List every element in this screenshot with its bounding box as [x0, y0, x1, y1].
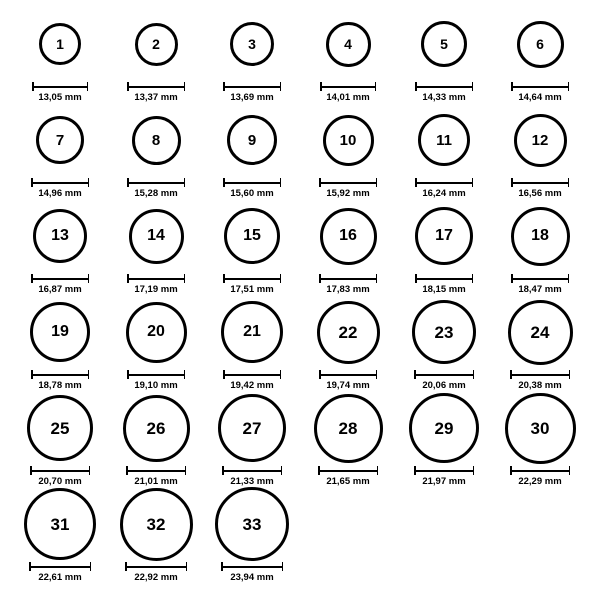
dimension-line: [511, 278, 569, 280]
dimension-tick-right: [375, 82, 377, 91]
dimension-line: [223, 374, 281, 376]
dimension-bar: [221, 562, 283, 571]
ring-circle: [320, 208, 377, 265]
ring-size-label: 2: [152, 36, 160, 52]
ring-circle-wrap: [108, 104, 204, 176]
ring-size-label: 18: [531, 227, 549, 244]
dimension-tick-right: [186, 562, 188, 571]
ring-circle-wrap: [108, 200, 204, 272]
ring-size-label: 31: [50, 514, 70, 534]
ring-circle: [30, 302, 90, 362]
ring-diameter-label: 19,74 mm: [326, 380, 370, 391]
ring-diameter-label: 22,92 mm: [134, 572, 178, 583]
dimension-line: [320, 86, 376, 88]
ring-circle-wrap: [12, 392, 108, 464]
ring-circle: [230, 22, 274, 66]
ring-size-cell: [492, 200, 588, 295]
ring-diameter-label: 16,87 mm: [38, 284, 82, 295]
ring-size-cell: [300, 392, 396, 487]
dimension-bar: [223, 274, 281, 283]
dimension-tick-right: [568, 274, 570, 283]
dimension-tick-right: [472, 178, 474, 187]
dimension-tick-left: [223, 82, 225, 91]
dimension-tick-right: [376, 370, 378, 379]
dimension-tick-left: [223, 274, 225, 283]
ring-size-label: 27: [242, 418, 262, 438]
ring-circle: [221, 301, 283, 363]
dimension-tick-right: [88, 370, 90, 379]
ring-diameter-label: 20,70 mm: [38, 476, 82, 487]
dimension-tick-right: [185, 466, 187, 475]
dimension-tick-right: [90, 562, 92, 571]
ring-circle: [323, 115, 374, 166]
dimension-line: [319, 278, 377, 280]
dimension-tick-left: [415, 274, 417, 283]
dimension-line: [125, 566, 187, 568]
dimension-tick-left: [511, 178, 513, 187]
ring-circle-wrap: [12, 488, 108, 560]
ring-circle-wrap: [300, 104, 396, 176]
ring-diameter-label: 21,33 mm: [230, 476, 274, 487]
ring-diameter-label: 17,83 mm: [326, 284, 370, 295]
ring-circle: [123, 395, 190, 462]
ring-circle-wrap: [204, 200, 300, 272]
dimension-line: [127, 374, 185, 376]
ring-circle-wrap: [300, 296, 396, 368]
dimension-line: [29, 566, 91, 568]
dimension-line: [511, 86, 569, 88]
dimension-line: [126, 470, 186, 472]
dimension-line: [510, 470, 570, 472]
ring-size-cell: [204, 200, 300, 295]
dimension-bar: [319, 178, 377, 187]
ring-diameter-label: 16,56 mm: [518, 188, 562, 199]
ring-circle-wrap: [204, 8, 300, 80]
ring-diameter-label: 13,69 mm: [230, 92, 274, 103]
dimension-tick-right: [377, 466, 379, 475]
ring-circle: [129, 209, 184, 264]
dimension-bar: [31, 370, 89, 379]
dimension-tick-left: [31, 370, 33, 379]
ring-circle: [517, 21, 564, 68]
ring-diameter-label: 23,94 mm: [230, 572, 274, 583]
ring-diameter-label: 21,97 mm: [422, 476, 466, 487]
dimension-tick-right: [184, 274, 186, 283]
dimension-bar: [511, 178, 569, 187]
ring-circle: [514, 114, 567, 167]
dimension-tick-left: [415, 178, 417, 187]
ring-size-cell: [300, 8, 396, 103]
dimension-tick-left: [223, 370, 225, 379]
dimension-line: [127, 278, 185, 280]
dimension-bar: [30, 466, 90, 475]
dimension-line: [511, 182, 569, 184]
ring-size-cell: [396, 104, 492, 199]
dimension-tick-left: [127, 82, 129, 91]
dimension-tick-left: [221, 562, 223, 571]
dimension-bar: [319, 274, 377, 283]
ring-diameter-label: 14,96 mm: [38, 188, 82, 199]
ring-circle: [120, 488, 193, 561]
ring-size-label: 4: [344, 36, 352, 52]
ring-circle-wrap: [108, 488, 204, 560]
ring-circle-wrap: [396, 392, 492, 464]
ring-diameter-label: 19,10 mm: [134, 380, 178, 391]
ring-circle: [505, 393, 576, 464]
dimension-tick-right: [280, 82, 282, 91]
dimension-line: [221, 566, 283, 568]
ring-circle: [33, 209, 87, 263]
dimension-tick-left: [318, 466, 320, 475]
dimension-tick-left: [510, 370, 512, 379]
ring-diameter-label: 14,33 mm: [422, 92, 466, 103]
ring-size-cell: [108, 200, 204, 295]
dimension-line: [318, 470, 378, 472]
ring-size-label: 29: [434, 418, 454, 438]
ring-size-cell: [396, 392, 492, 487]
dimension-tick-left: [320, 82, 322, 91]
ring-size-cell: [492, 296, 588, 391]
ring-circle: [418, 114, 470, 166]
ring-size-label: 33: [242, 514, 262, 534]
ring-size-cell: [108, 104, 204, 199]
dimension-tick-right: [281, 466, 283, 475]
ring-circle-wrap: [204, 392, 300, 464]
ring-circle-wrap: [396, 104, 492, 176]
ring-circle: [326, 22, 371, 67]
dimension-tick-left: [32, 82, 34, 91]
dimension-tick-left: [31, 274, 33, 283]
ring-size-cell: [108, 296, 204, 391]
dimension-bar: [127, 370, 185, 379]
dimension-bar: [127, 82, 185, 91]
dimension-line: [223, 182, 281, 184]
dimension-tick-right: [280, 370, 282, 379]
ring-diameter-label: 15,92 mm: [326, 188, 370, 199]
dimension-line: [127, 86, 185, 88]
dimension-line: [415, 182, 473, 184]
dimension-line: [223, 278, 281, 280]
ring-size-cell: [204, 296, 300, 391]
ring-diameter-label: 20,38 mm: [518, 380, 562, 391]
ring-diameter-label: 15,28 mm: [134, 188, 178, 199]
dimension-bar: [29, 562, 91, 571]
ring-size-cell: [300, 296, 396, 391]
ring-circle-wrap: [204, 296, 300, 368]
ring-size-label: 13: [51, 227, 69, 244]
dimension-line: [32, 86, 88, 88]
dimension-tick-right: [87, 82, 89, 91]
dimension-tick-left: [127, 370, 129, 379]
dimension-tick-left: [510, 466, 512, 475]
ring-size-label: 26: [146, 418, 166, 438]
ring-circle: [36, 116, 84, 164]
ring-size-label: 25: [50, 418, 70, 438]
ring-size-label: 22: [338, 322, 358, 342]
ring-size-cell: [12, 296, 108, 391]
dimension-line: [31, 182, 89, 184]
ring-diameter-label: 15,60 mm: [230, 188, 274, 199]
ring-size-cell: [12, 8, 108, 103]
ring-size-cell: [204, 488, 300, 583]
ring-diameter-label: 19,42 mm: [230, 380, 274, 391]
dimension-tick-left: [319, 274, 321, 283]
dimension-tick-left: [414, 370, 416, 379]
dimension-bar: [415, 274, 473, 283]
ring-circle-wrap: [300, 392, 396, 464]
ring-size-label: 14: [147, 227, 165, 244]
ring-circle-wrap: [108, 296, 204, 368]
dimension-bar: [31, 274, 89, 283]
dimension-tick-left: [415, 82, 417, 91]
ring-circle-wrap: [12, 104, 108, 176]
dimension-line: [319, 374, 377, 376]
ring-circle: [314, 394, 383, 463]
ring-circle: [412, 300, 476, 364]
dimension-tick-right: [89, 466, 91, 475]
ring-size-label: 20: [147, 323, 165, 340]
ring-circle-wrap: [492, 8, 588, 80]
ring-circle: [24, 488, 96, 560]
ring-diameter-label: 20,06 mm: [422, 380, 466, 391]
dimension-bar: [414, 370, 474, 379]
ring-size-cell: [108, 488, 204, 583]
dimension-bar: [223, 82, 281, 91]
dimension-bar: [127, 178, 185, 187]
ring-size-label: 3: [248, 36, 256, 52]
ring-circle-wrap: [300, 200, 396, 272]
ring-size-cell: [300, 200, 396, 295]
ring-diameter-label: 17,51 mm: [230, 284, 274, 295]
ring-circle-wrap: [12, 200, 108, 272]
dimension-tick-right: [472, 274, 474, 283]
dimension-bar: [511, 274, 569, 283]
ring-size-cell: [396, 8, 492, 103]
ring-size-label: 17: [435, 227, 453, 244]
dimension-line: [414, 470, 474, 472]
ring-size-label: 12: [531, 131, 549, 149]
ring-size-cell: [108, 392, 204, 487]
ring-circle-wrap: [204, 488, 300, 560]
ring-circle: [135, 23, 178, 66]
ring-size-label: 7: [55, 131, 65, 149]
dimension-tick-left: [127, 274, 129, 283]
ring-circle: [415, 207, 473, 265]
ring-circle: [317, 301, 380, 364]
dimension-bar: [126, 466, 186, 475]
ring-diameter-label: 18,78 mm: [38, 380, 82, 391]
ring-circle: [227, 115, 277, 165]
ring-size-label: 21: [243, 323, 261, 340]
ring-circle-wrap: [12, 296, 108, 368]
ring-size-cell: [12, 488, 108, 583]
dimension-tick-left: [127, 178, 129, 187]
dimension-tick-right: [184, 82, 186, 91]
dimension-bar: [222, 466, 282, 475]
ring-size-label: 8: [151, 131, 161, 149]
ring-circle: [218, 394, 286, 462]
ring-circle: [215, 487, 289, 561]
ring-diameter-label: 18,47 mm: [518, 284, 562, 295]
ring-diameter-label: 13,37 mm: [134, 92, 178, 103]
dimension-tick-left: [511, 82, 513, 91]
dimension-line: [223, 86, 281, 88]
dimension-bar: [320, 82, 376, 91]
ring-circle-wrap: [396, 296, 492, 368]
dimension-bar: [510, 466, 570, 475]
dimension-tick-left: [511, 274, 513, 283]
dimension-tick-right: [568, 178, 570, 187]
ring-circle: [224, 208, 280, 264]
ring-diameter-label: 14,64 mm: [518, 92, 562, 103]
dimension-tick-right: [376, 178, 378, 187]
dimension-tick-right: [88, 178, 90, 187]
dimension-bar: [223, 370, 281, 379]
ring-circle-wrap: [108, 8, 204, 80]
dimension-line: [30, 470, 90, 472]
ring-size-label: 5: [440, 36, 448, 52]
ring-circle-wrap: [492, 296, 588, 368]
ring-circle-wrap: [300, 8, 396, 80]
dimension-bar: [511, 82, 569, 91]
dimension-bar: [319, 370, 377, 379]
dimension-tick-left: [414, 466, 416, 475]
dimension-tick-right: [568, 82, 570, 91]
ring-diameter-label: 18,15 mm: [422, 284, 466, 295]
ring-size-label: 30: [530, 418, 550, 438]
ring-size-label: 32: [146, 514, 166, 534]
dimension-tick-left: [31, 178, 33, 187]
ring-diameter-label: 22,61 mm: [38, 572, 82, 583]
ring-size-cell: [12, 392, 108, 487]
dimension-tick-right: [88, 274, 90, 283]
dimension-tick-left: [223, 178, 225, 187]
ring-size-label: 23: [434, 322, 454, 342]
ring-circle: [39, 23, 81, 65]
dimension-tick-left: [319, 178, 321, 187]
dimension-bar: [415, 178, 473, 187]
dimension-tick-left: [29, 562, 31, 571]
ring-diameter-label: 22,29 mm: [518, 476, 562, 487]
dimension-line: [414, 374, 474, 376]
ring-circle: [27, 395, 93, 461]
dimension-bar: [415, 82, 473, 91]
ring-size-cell: [204, 392, 300, 487]
ring-size-cell: [396, 296, 492, 391]
dimension-tick-left: [30, 466, 32, 475]
ring-size-label: 1: [56, 36, 64, 52]
ring-circle-wrap: [396, 8, 492, 80]
dimension-bar: [414, 466, 474, 475]
ring-size-label: 10: [339, 131, 357, 149]
ring-size-cell: [108, 8, 204, 103]
ring-size-label: 28: [338, 418, 358, 438]
dimension-tick-left: [319, 370, 321, 379]
ring-size-cell: [204, 104, 300, 199]
dimension-line: [31, 374, 89, 376]
dimension-tick-right: [280, 178, 282, 187]
dimension-bar: [127, 274, 185, 283]
dimension-tick-right: [280, 274, 282, 283]
ring-diameter-label: 21,65 mm: [326, 476, 370, 487]
dimension-line: [127, 182, 185, 184]
dimension-bar: [31, 178, 89, 187]
ring-circle: [409, 393, 479, 463]
dimension-tick-left: [125, 562, 127, 571]
ring-circle-wrap: [12, 8, 108, 80]
ring-circle-wrap: [204, 104, 300, 176]
ring-diameter-label: 17,19 mm: [134, 284, 178, 295]
ring-diameter-label: 16,24 mm: [422, 188, 466, 199]
dimension-line: [415, 86, 473, 88]
dimension-line: [31, 278, 89, 280]
ring-diameter-label: 14,01 mm: [326, 92, 370, 103]
dimension-tick-right: [569, 370, 571, 379]
ring-size-label: 19: [51, 323, 69, 340]
ring-circle-wrap: [492, 200, 588, 272]
dimension-line: [319, 182, 377, 184]
dimension-bar: [32, 82, 88, 91]
ring-size-label: 15: [243, 227, 261, 244]
dimension-bar: [223, 178, 281, 187]
dimension-bar: [318, 466, 378, 475]
ring-size-cell: [492, 104, 588, 199]
ring-circle-wrap: [108, 392, 204, 464]
ring-circle-wrap: [396, 200, 492, 272]
ring-diameter-label: 21,01 mm: [134, 476, 178, 487]
ring-size-label: 9: [247, 131, 257, 149]
dimension-tick-left: [222, 466, 224, 475]
ring-size-label: 6: [536, 36, 544, 52]
ring-circle: [511, 207, 570, 266]
ring-size-cell: [12, 104, 108, 199]
ring-size-cell: [492, 392, 588, 487]
dimension-tick-right: [184, 370, 186, 379]
dimension-tick-right: [472, 82, 474, 91]
ring-circle: [132, 116, 181, 165]
ring-circle: [508, 300, 573, 365]
dimension-line: [415, 278, 473, 280]
dimension-tick-right: [282, 562, 284, 571]
ring-diameter-label: 13,05 mm: [38, 92, 82, 103]
dimension-tick-right: [569, 466, 571, 475]
dimension-tick-right: [473, 466, 475, 475]
ring-size-cell: [300, 104, 396, 199]
dimension-tick-right: [473, 370, 475, 379]
dimension-line: [510, 374, 570, 376]
ring-circle-wrap: [492, 104, 588, 176]
ring-circle-wrap: [492, 392, 588, 464]
ring-size-cell: [396, 200, 492, 295]
ring-size-cell: [12, 200, 108, 295]
ring-size-cell: [492, 8, 588, 103]
dimension-tick-left: [126, 466, 128, 475]
ring-circle: [421, 21, 467, 67]
dimension-tick-right: [376, 274, 378, 283]
dimension-bar: [125, 562, 187, 571]
ring-size-label: 16: [339, 227, 357, 244]
ring-size-cell: [204, 8, 300, 103]
ring-circle: [126, 302, 187, 363]
ring-size-label: 11: [436, 131, 452, 149]
ring-size-label: 24: [530, 322, 550, 342]
dimension-line: [222, 470, 282, 472]
dimension-tick-right: [184, 178, 186, 187]
dimension-bar: [510, 370, 570, 379]
